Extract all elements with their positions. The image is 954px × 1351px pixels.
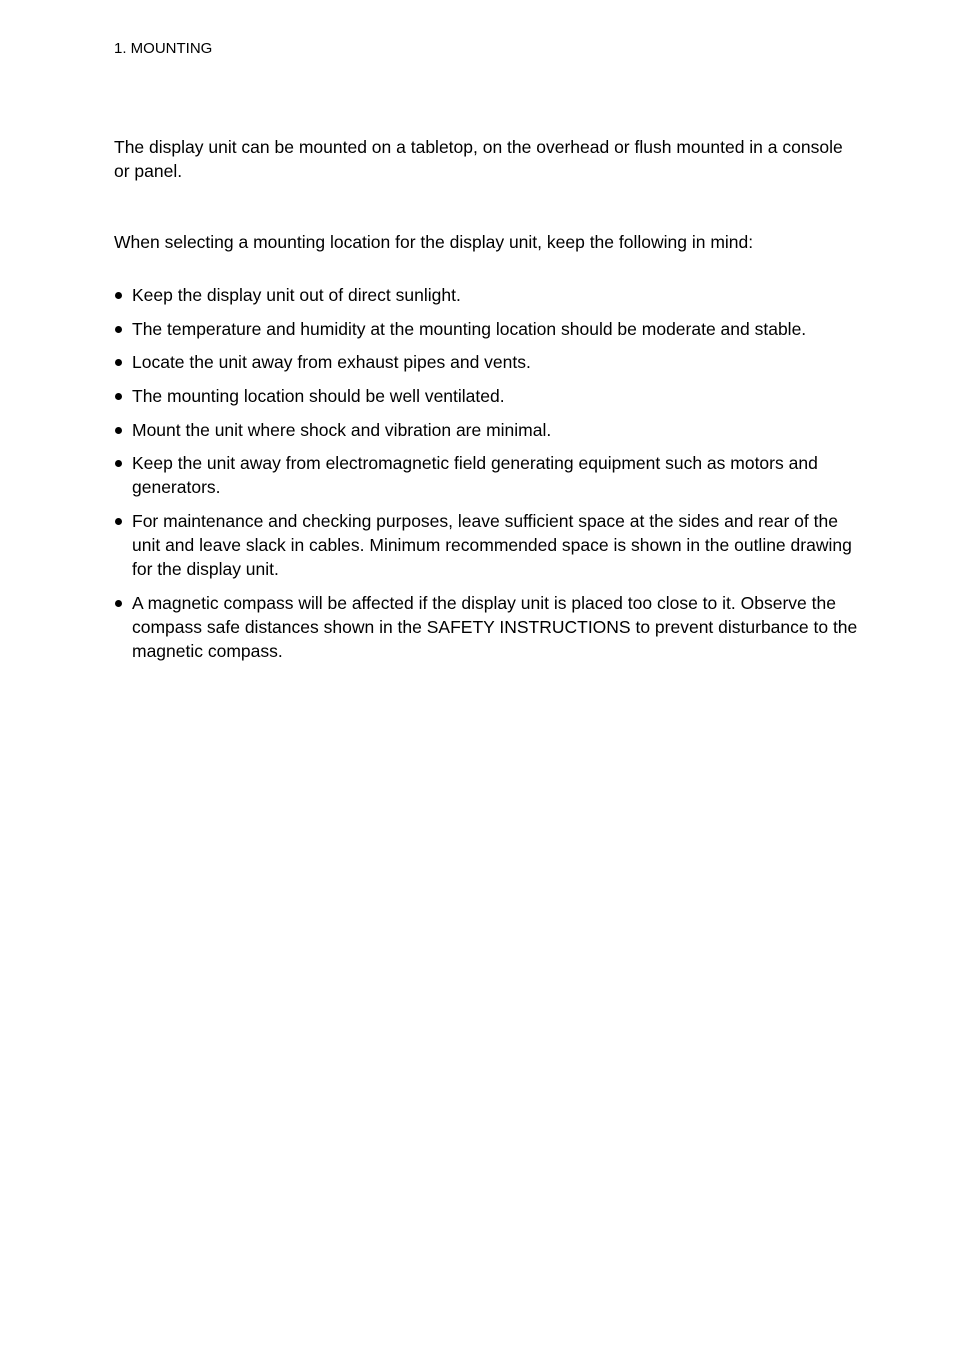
list-item-text: Mount the unit where shock and vibration are minimal. bbox=[132, 419, 552, 440]
bullet-icon bbox=[115, 460, 122, 467]
list-item-text: Keep the display unit out of direct sunlight. bbox=[132, 285, 461, 305]
list-item-text: The mounting location should be well ventilated. bbox=[132, 386, 505, 407]
lead-in-paragraph: When selecting a mounting location for the display unit, keep the following in mind: bbox=[114, 232, 754, 252]
list-item-text: Locate the unit away from exhaust pipes and vents. bbox=[132, 352, 531, 373]
bullet-icon bbox=[115, 359, 122, 366]
bullet-icon bbox=[115, 292, 122, 299]
list-item bbox=[114, 384, 859, 408]
list-item-text: A magnetic compass will be affected if the display unit is placed too close to it. Observe the compass safe distances shown in the SAFETY INSTRUCTIONS to prevent disturbance to the magnetic compass. bbox=[132, 592, 858, 661]
bullet-icon bbox=[115, 518, 122, 525]
list-item bbox=[114, 350, 859, 374]
bullet-icon bbox=[115, 326, 122, 333]
section-header: 1. MOUNTING bbox=[114, 40, 213, 57]
list-item bbox=[114, 317, 859, 341]
list-item-text: For maintenance and checking purposes, leave sufficient space at the sides and rear of the unit and leave slack in cables. Minimum recommended space is shown in the outline drawing for the display unit. bbox=[132, 511, 852, 580]
list-item-text: Keep the unit away from electromagnetic field generating equipment such as motors and generators. bbox=[132, 453, 818, 498]
mounting-guidelines-list bbox=[114, 283, 859, 673]
list-item bbox=[114, 418, 859, 442]
list-item bbox=[114, 509, 859, 581]
list-item bbox=[114, 283, 859, 307]
bullet-icon bbox=[115, 600, 122, 607]
bullet-icon bbox=[115, 393, 122, 400]
list-item-text: The temperature and humidity at the mounting location should be moderate and stable. bbox=[132, 318, 807, 339]
bullet-icon bbox=[115, 427, 122, 434]
list-item bbox=[114, 591, 859, 663]
intro-paragraph: The display unit can be mounted on a tabletop, on the overhead or flush mounted in a console or panel. bbox=[114, 137, 843, 181]
list-item bbox=[114, 451, 859, 499]
